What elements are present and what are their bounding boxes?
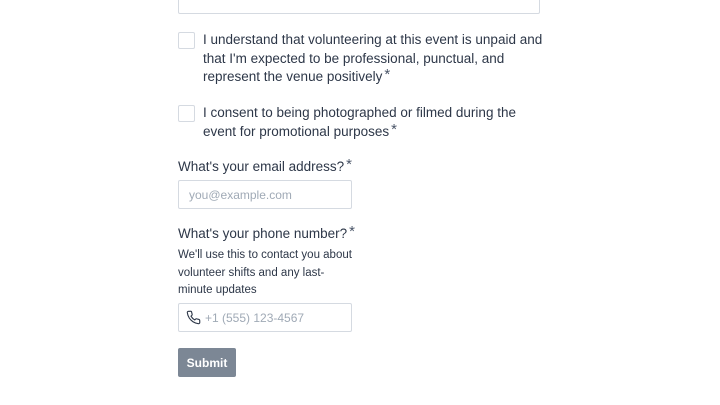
volunteer-terms-label [203,31,548,87]
phone-question-text: What's your phone number? [178,226,348,241]
checkbox-row-volunteer-terms [178,31,548,89]
phone-field[interactable] [205,304,345,331]
photo-consent-checkbox[interactable] [178,105,195,122]
phone-help-text: We'll use this to contact you about volunteer shifts and any last-minute updates [178,249,352,296]
email-field[interactable] [178,180,352,209]
email-question [178,158,352,176]
volunteer-terms-checkbox[interactable] [178,32,195,49]
previous-field-input[interactable] [178,0,540,14]
photo-consent-label [203,104,548,141]
phone-field-wrapper[interactable] [178,303,352,332]
required-asterisk: * [384,66,391,83]
checkbox-row-photo-consent [178,104,548,144]
volunteer-terms-text: I understand that volunteering at this event is unpaid and that I'm expected to be professional, punctual, and represent the venue positively [203,32,543,84]
required-asterisk: * [349,223,356,240]
required-asterisk: * [391,120,397,138]
photo-consent-text: I consent to being photographed or filmed during the event for promotional purposes [203,105,516,139]
email-question-text: What's your email address? [178,159,345,174]
phone-question [178,225,355,243]
submit-button[interactable]: Submit [178,348,236,377]
required-asterisk: * [346,156,352,173]
phone-icon [186,310,201,325]
